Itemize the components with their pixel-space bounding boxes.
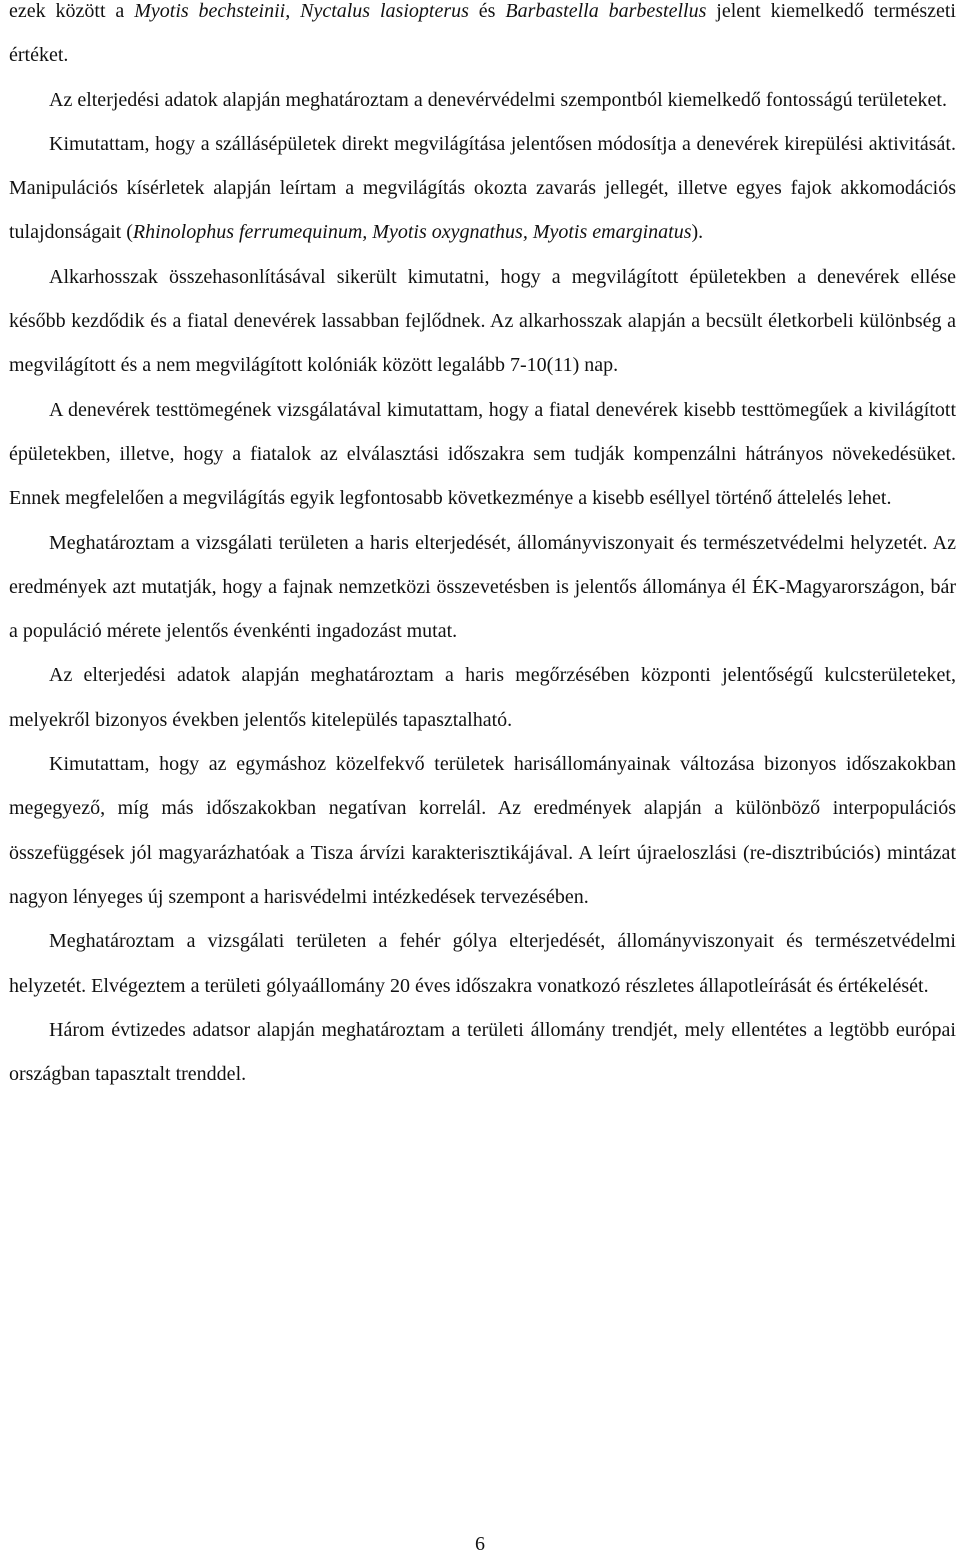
page-number: 6 xyxy=(475,1533,485,1555)
document-page xyxy=(9,0,956,1096)
paragraph-4: Alkarhosszak összehasonlításával sikerült kimutatni, hogy a megvilágított épületekben a denevérek ellése később kezdődik és a fiatal denevérek lassabban fejlődnek. Az alkarhosszak alapján a becsült életkorbeli különbség a megvilágított és a nem megvilágított kolóniák között legalább 7-10(11) nap. xyxy=(9,265,956,377)
paragraph-2: Az elterjedési adatok alapján meghatároztam a denevérvédelmi szempontból kiemelkedő fontosságú területeket. xyxy=(49,88,947,111)
paragraph-8: Kimutattam, hogy az egymáshoz közelfekvő területek harisállományainak változása bizonyos időszakokban megegyező, míg más időszakokban negatívan korrelál. Az eredmények alapján a különböző interpopulációs összefüggések jól magyarázhatóak a Tisza árvízi karakterisztikájával. A leírt újraeloszlási (re-disztribúciós) mintázat nagyon lényeges új szempont a harisvédelmi intézkedések tervezésében. xyxy=(9,753,956,908)
paragraph-5: A denevérek testtömegének vizsgálatával kimutattam, hogy a fiatal denevérek kisebb testtömegűek a kivilágított épületekben, illetve, hogy a fiatalok az elválasztási időszakra sem tudják kompenzálni hátrányos növekedésüket. Ennek megfelelően a megvilágítás egyik legfontosabb következménye a kisebb eséllyel történő áttelelés lehet. xyxy=(9,398,956,510)
paragraph-10: Három évtizedes adatsor alapján meghatároztam a területi állomány trendjét, mely ellentétes a legtöbb európai országban tapasztalt trenddel. xyxy=(9,1018,956,1086)
paragraph-7: Az elterjedési adatok alapján meghatároztam a haris megőrzésében központi jelentőségű kulcsterületeket, melyekről bizonyos években jelentős kitelepülés tapasztalható. xyxy=(9,664,956,731)
paragraph-6: Meghatároztam a vizsgálati területen a haris elterjedését, állományviszonyait és természetvédelmi helyzetét. Az eredmények azt mutatják, hogy a fajnak nemzetközi összevetésben is jelentős állománya él ÉK-Magyarországon, bár a populáció mérete jelentős évenkénti ingadozást mutat. xyxy=(9,531,956,643)
paragraph-9: Meghatároztam a vizsgálati területen a fehér gólya elterjedését, állományviszonyait és természetvédelmi helyzetét. Elvégeztem a területi gólyaállomány 20 éves időszakra vonatkozó részletes állapotleírását és értékelését. xyxy=(9,930,956,997)
paragraph-1: ezek között a Myotis bechsteinii, Nyctalus lasiopterus és Barbastella barbestellus jelent kiemelkedő természeti értéket. xyxy=(9,0,956,67)
paragraph-3: Kimutattam, hogy a szállásépületek direkt megvilágítása jelentősen módosítja a denevérek kirepülési aktivitását. Manipulációs kísérletek alapján leírtam a megvilágítás okozta zavarás jellegét, illetve egyes fajok akkomodációs tulajdonságait (Rhinolophus ferrumequinum, Myotis oxygnathus, Myotis emarginatus). xyxy=(9,132,956,244)
